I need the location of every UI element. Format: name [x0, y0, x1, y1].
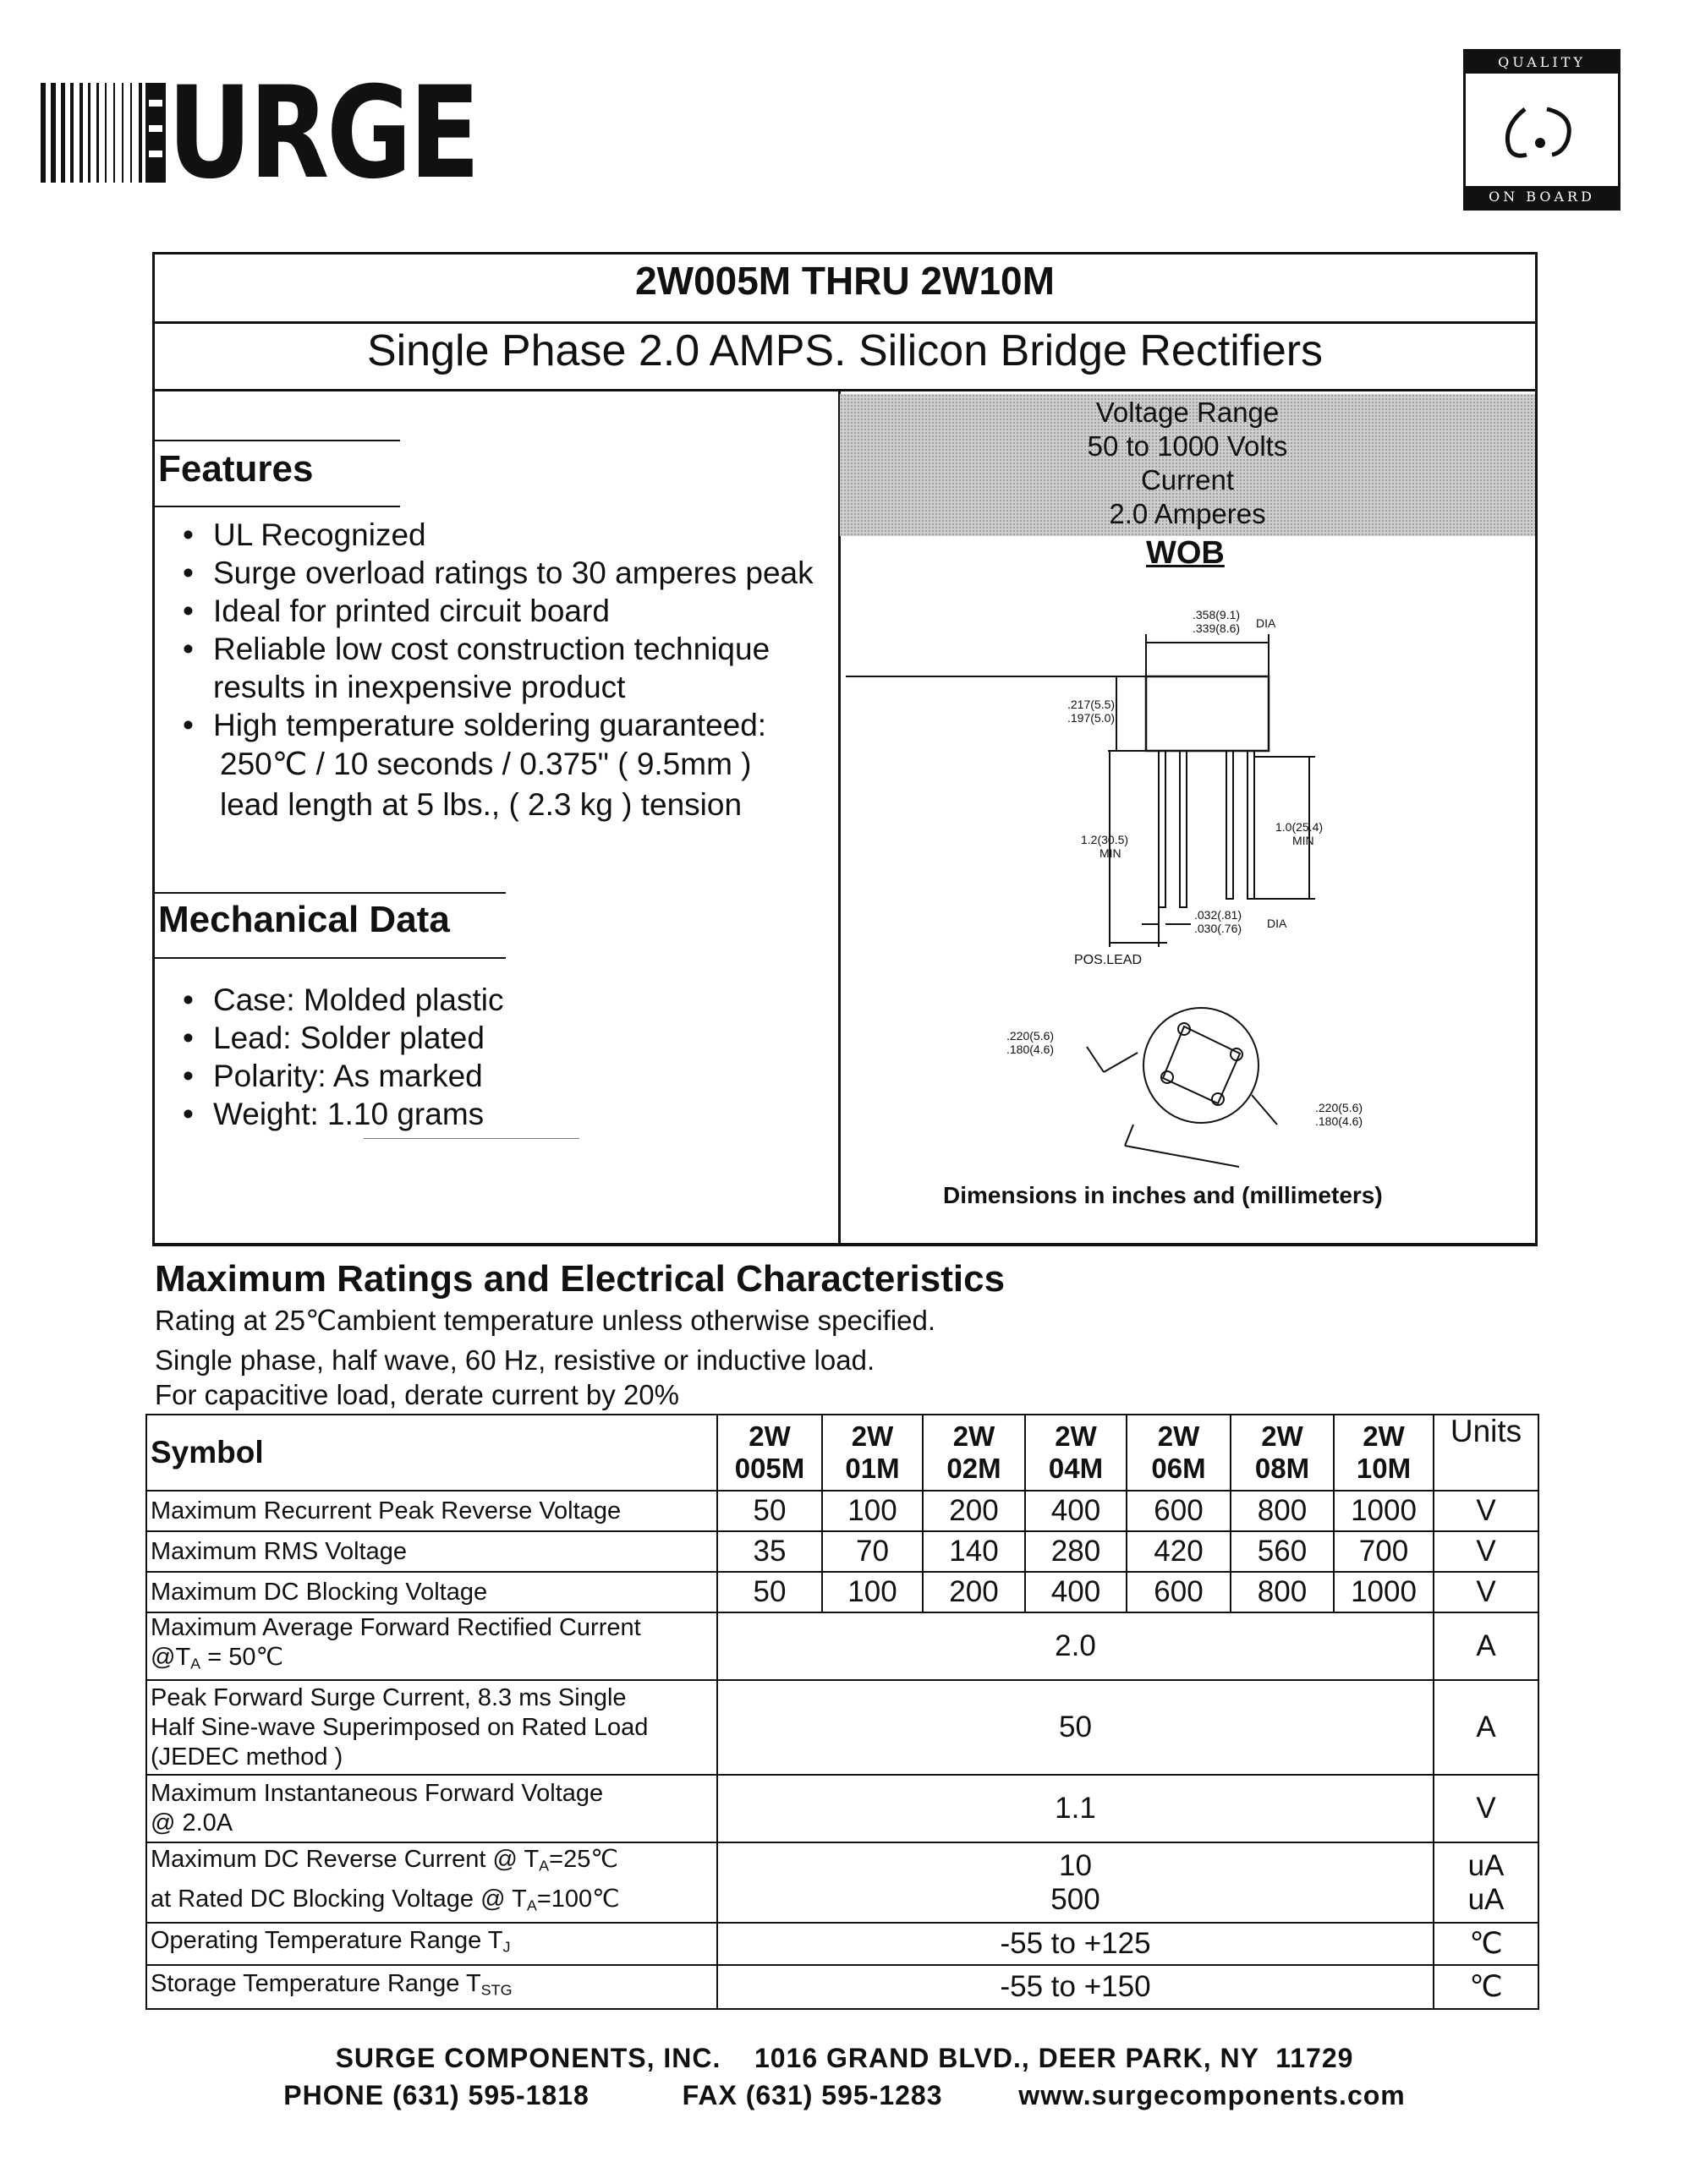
list-item: • UL Recognized: [183, 517, 426, 552]
barcode-icon: [41, 83, 167, 183]
list-item: • Case: Molded plastic: [183, 983, 504, 1017]
range-line: 50 to 1000 Volts: [1087, 430, 1288, 462]
page-title: 2W005M THRU 2W10M: [635, 259, 1055, 303]
dim-label: DIA: [1256, 616, 1276, 630]
quality-logo-top: QUALITY: [1466, 52, 1618, 74]
divider: [155, 440, 400, 441]
list-item: • Polarity: As marked: [183, 1059, 483, 1093]
device-column-header: 2W 06M: [1127, 1415, 1231, 1491]
divider: [155, 892, 506, 894]
package-drawing: [846, 583, 1522, 1175]
device-column-header: 2W 005M: [717, 1415, 822, 1491]
divider: [155, 957, 506, 959]
range-line: Voltage Range: [1095, 397, 1280, 428]
range-box: [840, 394, 1535, 536]
quality-mark-icon: [1491, 94, 1593, 170]
table-row: Storage Temperature Range $T_{STG}$ -55 to +150 ℃: [146, 1965, 1538, 2009]
ratings-note: Rating at 25℃ambient temperature unless otherwise specified.: [155, 1305, 936, 1336]
table-header-row: [146, 1415, 1538, 1491]
list-item: • Lead: Solder plated: [183, 1021, 485, 1055]
list-item: • High temperature soldering guaranteed:: [183, 708, 767, 742]
device-column-header: 2W 04M: [1025, 1415, 1127, 1491]
range-line: 2.0 Amperes: [1109, 498, 1266, 529]
table-row: Operating Temperature Range $T_J$ -55 to +125 ℃: [146, 1923, 1538, 1965]
list-item: • Weight: 1.10 grams: [183, 1097, 485, 1131]
soldering-spec: lead length at 5 lbs., ( 2.3 kg ) tension: [220, 787, 743, 822]
list-item: • Surge overload ratings to 30 amperes peak: [183, 556, 814, 590]
device-column-header: 2W 01M: [822, 1415, 923, 1491]
soldering-spec: 250℃ / 10 seconds / 0.375" ( 9.5mm ): [220, 747, 752, 781]
dim-label: DIA: [1267, 917, 1287, 930]
dim-label: MIN: [1099, 846, 1121, 860]
divider: [152, 389, 1538, 391]
dim-label: .358(9.1): [1193, 608, 1241, 621]
device-column-header: 2W 02M: [923, 1415, 1025, 1491]
range-line: Current: [1140, 464, 1235, 495]
website-link[interactable]: www.surgecomponents.com: [1018, 2080, 1406, 2110]
dim-label: .339(8.6): [1193, 621, 1241, 635]
table-row: Maximum Recurrent Peak Reverse Voltage 50 100 200 400 600 800 1000 V: [146, 1491, 1538, 1531]
underline: [364, 1138, 579, 1139]
dim-label: .180(4.6): [1006, 1043, 1055, 1056]
logo-wordmark: URGE: [167, 60, 478, 207]
symbol-header: Symbol: [146, 1415, 717, 1491]
ratings-heading: Maximum Ratings and Electrical Characteristics: [155, 1258, 1006, 1300]
ratings-table: [145, 1414, 1539, 2010]
divider: [152, 321, 1538, 324]
quality-logo: [1463, 49, 1620, 211]
dim-label: 1.0(25.4): [1275, 820, 1324, 834]
table-row: Maximum DC Reverse Current @ $T_A=25℃$ at Rated DC Blocking Voltage @ $T_A=100℃$ 10 500 uA uA: [146, 1842, 1538, 1923]
table-row: Maximum RMS Voltage 35 70 140 280 420 560 700 V: [146, 1531, 1538, 1572]
table-row: Peak Forward Surge Current, 8.3 ms Single Half Sine-wave Superimposed on Rated Load (JEDEC method ) 50 A: [146, 1680, 1538, 1775]
page-subtitle: Single Phase 2.0 AMPS. Silicon Bridge Rectifiers: [366, 326, 1324, 375]
dim-label: .030(.76): [1194, 922, 1242, 935]
table-row: Maximum DC Blocking Voltage 50 100 200 400 600 800 1000 V: [146, 1572, 1538, 1612]
divider: [155, 506, 400, 507]
ratings-note: For capacitive load, derate current by 20%: [155, 1379, 679, 1410]
dim-label: .220(5.6): [1315, 1101, 1363, 1114]
phone: PHONE (631) 595-1818: [283, 2080, 590, 2110]
units-header: Units: [1434, 1415, 1538, 1491]
device-column-header: 2W 10M: [1334, 1415, 1434, 1491]
dim-label: .220(5.6): [1006, 1029, 1055, 1043]
list-item: • Reliable low cost construction technique results in inexpensive product: [183, 632, 770, 704]
dim-label: .180(4.6): [1315, 1114, 1363, 1128]
quality-logo-bottom: ON BOARD: [1466, 186, 1618, 208]
dimensions-note: Dimensions in inches and (millimeters): [943, 1182, 1383, 1208]
package-label: WOB: [1146, 535, 1225, 571]
device-column-header: 2W 08M: [1231, 1415, 1334, 1491]
surge-logo: [41, 60, 478, 207]
dim-label: MIN: [1292, 834, 1314, 847]
company-address: SURGE COMPONENTS, INC. 1016 GRAND BLVD., DEER PARK, NY 11729: [335, 2043, 1354, 2073]
fax: FAX (631) 595-1283: [682, 2080, 943, 2110]
dim-label: .197(5.0): [1067, 711, 1116, 725]
dim-label: .217(5.5): [1067, 698, 1116, 711]
mechanical-heading: Mechanical Data: [158, 899, 450, 940]
pos-lead-label: POS.LEAD: [1074, 953, 1143, 967]
features-list: [169, 516, 837, 825]
features-heading: Features: [158, 448, 314, 490]
table-row: Maximum Average Forward Rectified Current $@T_A$ = 50℃ 2.0 A: [146, 1612, 1538, 1680]
dim-label: 1.2(30.5): [1081, 833, 1129, 846]
ratings-note: Single phase, half wave, 60 Hz, resistive or inductive load.: [155, 1344, 875, 1376]
dim-label: .032(.81): [1194, 908, 1242, 922]
mechanical-list: [169, 981, 677, 1133]
contact-line: [0, 2080, 1689, 2111]
table-row: Maximum Instantaneous Forward Voltage @ 2.0A 1.1 V: [146, 1775, 1538, 1842]
divider: [152, 1243, 1538, 1245]
list-item: • Ideal for printed circuit board: [183, 594, 610, 628]
